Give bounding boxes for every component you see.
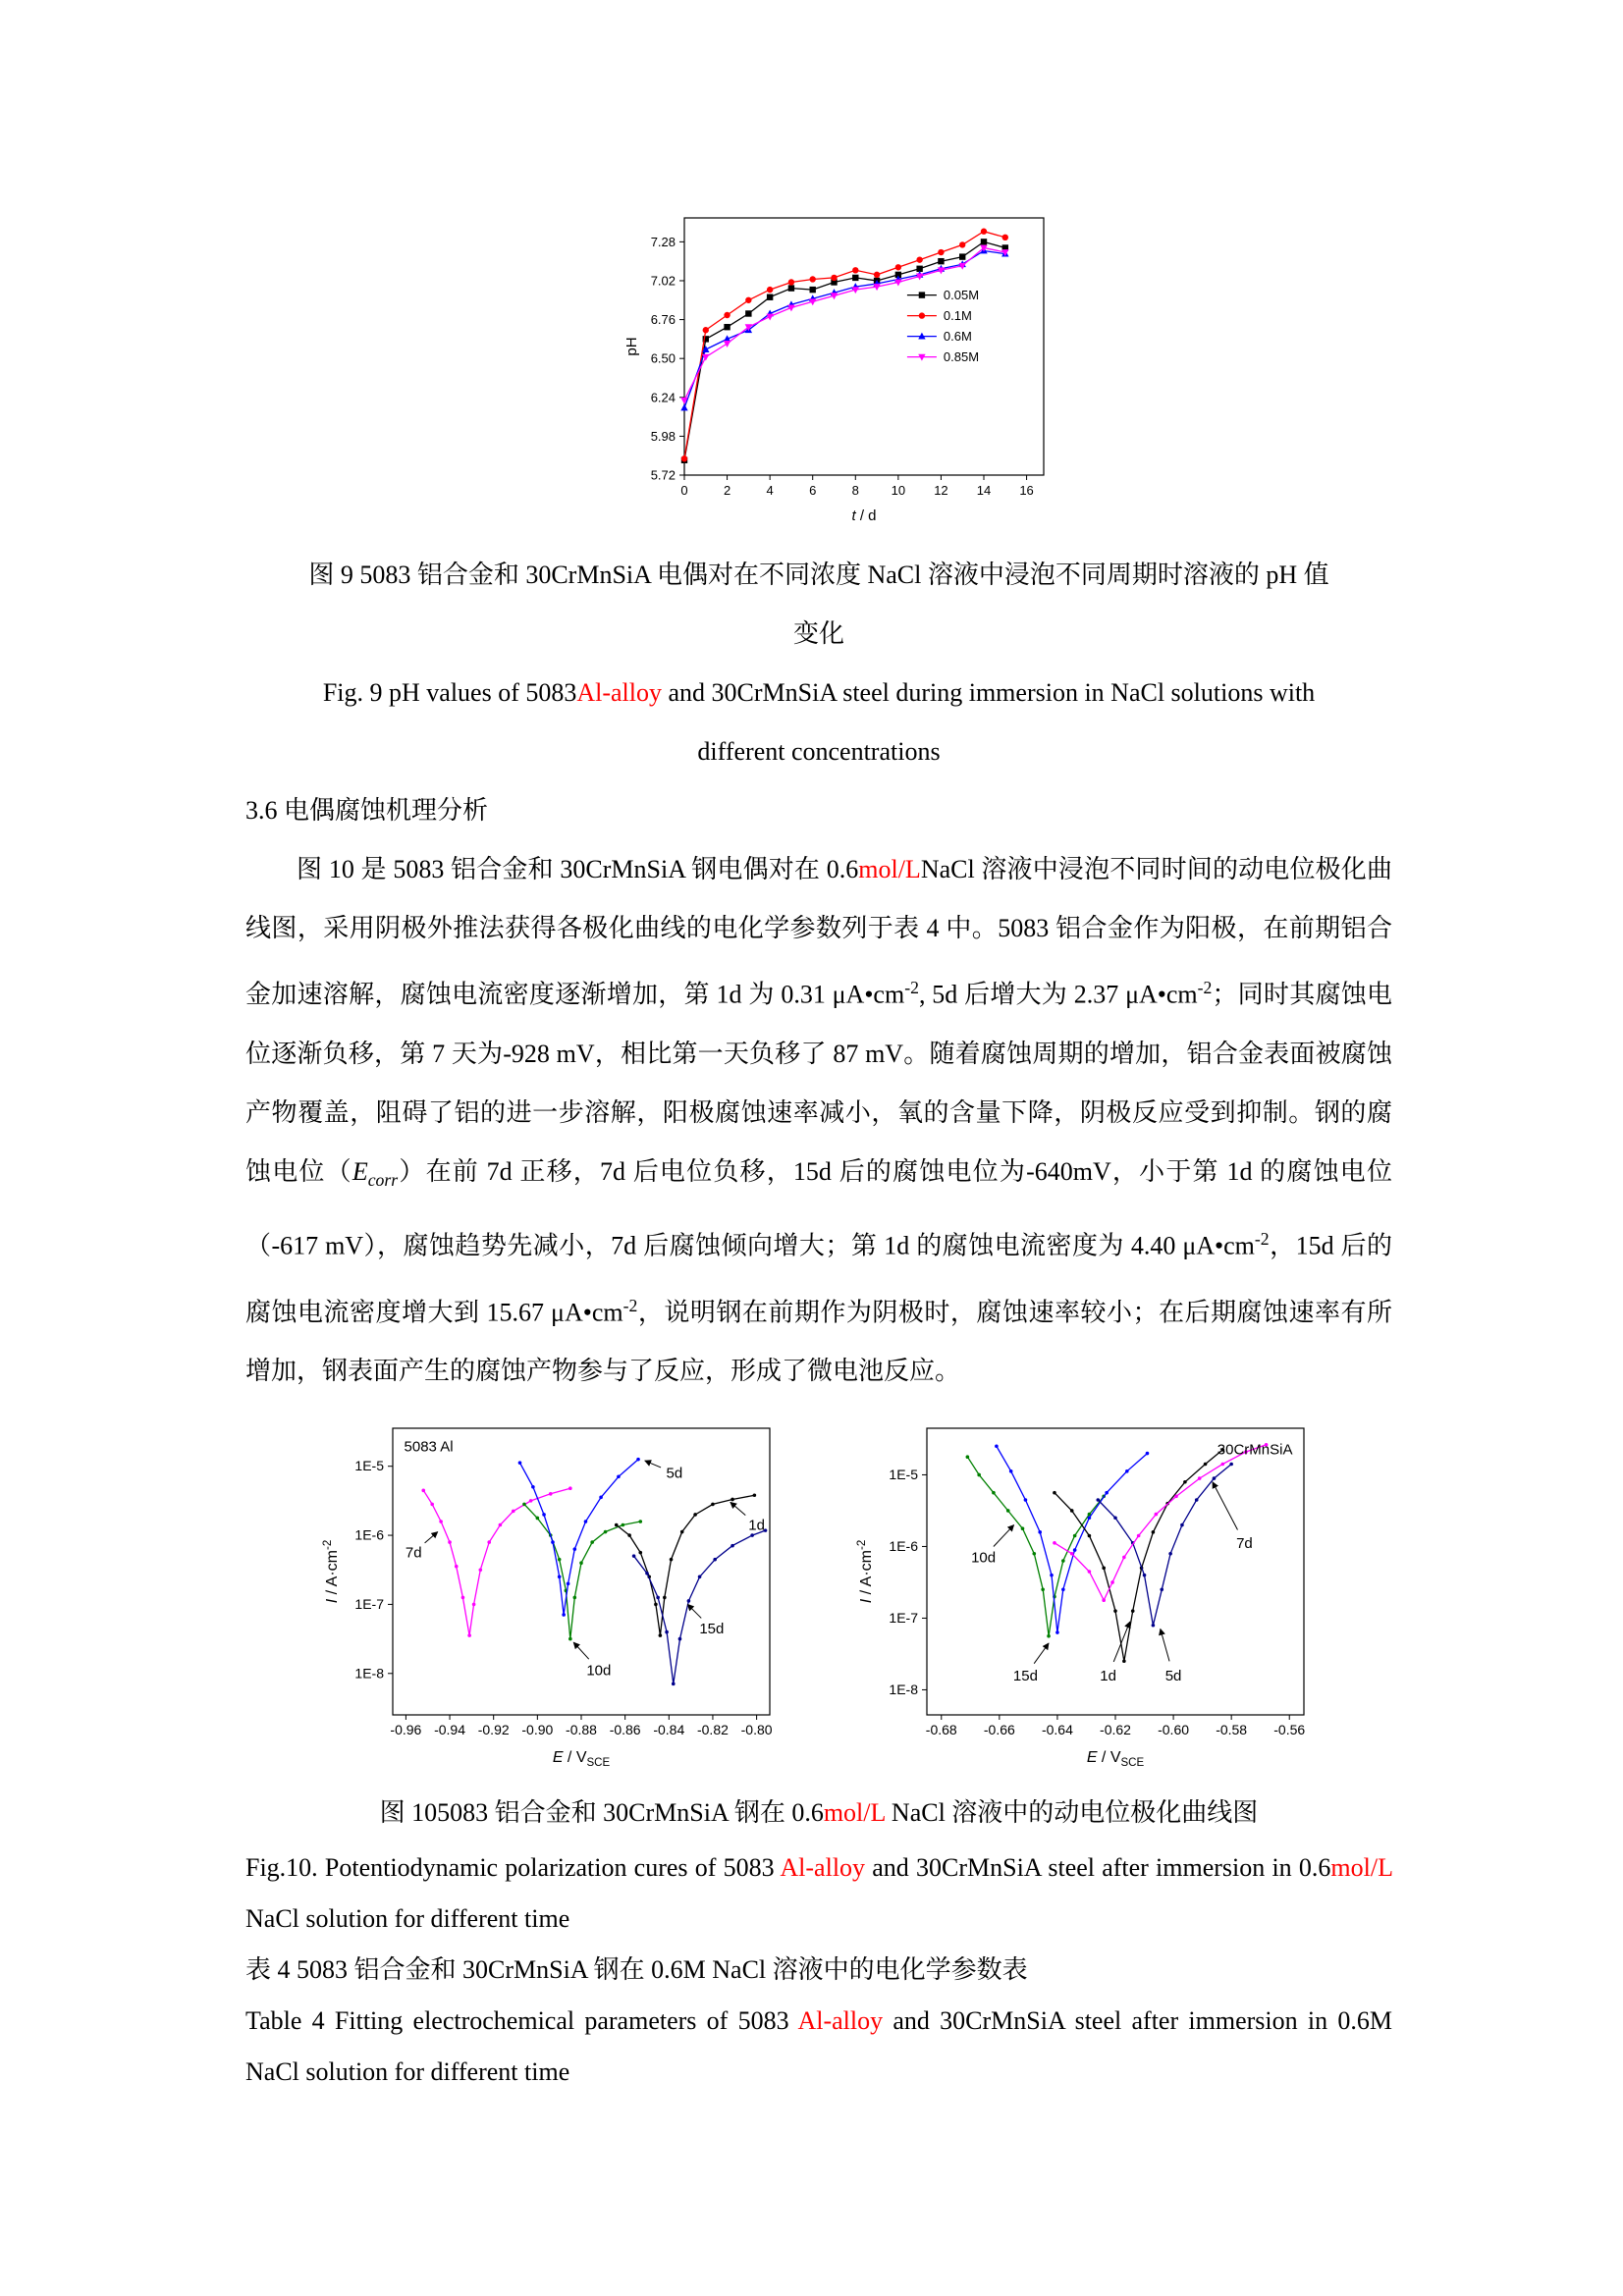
fig10-caption-en: Fig.10. Potentiodynamic polarization cures of 5083 Al-alloy and 30CrMnSiA steel after immersion in 0.6mol/L NaCl solution for different time	[245, 1853, 1392, 1934]
svg-text:7.02: 7.02	[650, 273, 676, 289]
svg-text:1E-5: 1E-5	[354, 1458, 384, 1474]
svg-text:-0.68: -0.68	[925, 1722, 957, 1738]
svg-text:1d: 1d	[1100, 1668, 1116, 1685]
svg-text:-0.58: -0.58	[1216, 1722, 1248, 1738]
svg-text:10d: 10d	[971, 1549, 997, 1567]
fig10-figure	[245, 1416, 1392, 1774]
svg-text:0.6M: 0.6M	[943, 329, 972, 345]
svg-text:7d: 7d	[1236, 1534, 1253, 1552]
svg-text:10: 10	[891, 483, 906, 498]
svg-text:1E-7: 1E-7	[889, 1610, 918, 1627]
svg-text:5d: 5d	[1164, 1668, 1182, 1685]
svg-text:0.1M: 0.1M	[943, 308, 972, 324]
svg-text:-0.64: -0.64	[1041, 1722, 1073, 1738]
svg-text:-0.62: -0.62	[1100, 1722, 1131, 1738]
svg-text:6.76: 6.76	[650, 312, 676, 328]
svg-text:14: 14	[976, 483, 992, 498]
fig9-caption-en-line1: Fig. 9 pH values of 5083Al-alloy and 30CrMnSiA steel during immersion in NaCl solutions with	[322, 678, 1316, 707]
table4-caption-cn: 表 4 5083 铝合金和 30CrMnSiA 钢在 0.6M NaCl 溶液中的电化学参数表	[245, 1955, 1028, 1985]
polarization-chart-al	[320, 1416, 784, 1774]
svg-text:-0.80: -0.80	[740, 1722, 773, 1738]
svg-text:1E-6: 1E-6	[889, 1538, 918, 1555]
svg-text:1E-5: 1E-5	[889, 1467, 918, 1483]
fig9-caption-en-line2: different concentrations	[697, 737, 941, 766]
svg-text:7d: 7d	[405, 1544, 422, 1562]
polarization-chart-steel	[854, 1416, 1318, 1774]
svg-text:-0.90: -0.90	[521, 1722, 554, 1738]
svg-text:10d: 10d	[586, 1662, 612, 1680]
svg-text:pH: pH	[623, 337, 640, 356]
svg-text:-0.96: -0.96	[390, 1722, 422, 1738]
svg-text:5d: 5d	[666, 1465, 683, 1482]
svg-text:0.05M: 0.05M	[943, 288, 980, 303]
svg-text:-0.82: -0.82	[696, 1722, 729, 1738]
svg-text:-0.92: -0.92	[477, 1722, 510, 1738]
ph-vs-time-chart	[620, 204, 1063, 532]
svg-text:0.85M: 0.85M	[943, 349, 980, 365]
svg-text:8: 8	[851, 483, 859, 498]
svg-text:0: 0	[680, 483, 688, 498]
svg-text:15d: 15d	[699, 1621, 725, 1638]
svg-text:12: 12	[934, 483, 948, 498]
svg-text:6.24: 6.24	[650, 390, 676, 405]
svg-text:t / d: t / d	[851, 507, 877, 524]
svg-text:5.72: 5.72	[650, 467, 676, 483]
svg-text:-0.84: -0.84	[653, 1722, 685, 1738]
svg-text:1E-8: 1E-8	[889, 1682, 918, 1698]
svg-text:15d: 15d	[1012, 1668, 1038, 1685]
svg-text:1d: 1d	[748, 1517, 765, 1534]
svg-text:-0.56: -0.56	[1273, 1722, 1306, 1738]
section-heading: 3.6 电偶腐蚀机理分析	[245, 796, 489, 825]
svg-text:-0.60: -0.60	[1158, 1722, 1190, 1738]
svg-text:-0.94: -0.94	[434, 1722, 466, 1738]
svg-text:5083 Al: 5083 Al	[404, 1438, 454, 1456]
svg-text:30CrMnSiA: 30CrMnSiA	[1217, 1441, 1293, 1459]
fig9-caption-cn-line1: 图 9 5083 铝合金和 30CrMnSiA 电偶对在不同浓度 NaCl 溶液中浸泡不同周期时溶液的 pH 值	[308, 561, 1329, 589]
svg-text:1E-8: 1E-8	[354, 1665, 384, 1682]
svg-text:5.98: 5.98	[650, 428, 676, 444]
svg-text:2: 2	[723, 483, 731, 498]
svg-text:1E-7: 1E-7	[354, 1596, 384, 1613]
svg-text:E / VSCE: E / $V_{SCE}$	[1086, 1749, 1145, 1770]
svg-text:-0.88: -0.88	[566, 1722, 597, 1738]
table4-caption-en: Table 4 Fitting electrochemical parameters of 5083 Al-alloy and 30CrMnSiA steel after immersion in 0.6M NaCl solution for different time	[245, 2006, 1392, 2087]
svg-text:-0.86: -0.86	[609, 1722, 641, 1738]
svg-text:1E-6: 1E-6	[354, 1526, 384, 1543]
svg-text:6.50: 6.50	[650, 350, 676, 366]
svg-text:-0.66: -0.66	[983, 1722, 1015, 1738]
svg-text:I / A·cm-2: $I / A\cdot cm^{-2}$	[855, 1539, 875, 1604]
fig9-figure	[291, 204, 1392, 532]
svg-text:I / A·cm-2: $I / A\cdot cm^{-2}$	[321, 1539, 341, 1604]
fig9-caption-cn-line2: 变化	[792, 619, 844, 648]
svg-text:E / VSCE: E / $V_{SCE}$	[552, 1749, 611, 1770]
mechanism-paragraph: 图 10 是 5083 铝合金和 30CrMnSiA 钢电偶对在 0.6mol/LNaCl 溶液中浸泡不同时间的动电位极化曲线图，采用阴极外推法获得各极化曲线的电化学参数列于表 4 中。5083 铝合金作为阳极，在前期铝合金加速溶解，腐蚀电流密度逐渐增加，第 1d 为 0.31 $\mu A•cm^{-2}$, 5d 后增大为 2.37 $\mu A•cm^{-2}$；同时其腐蚀电位逐渐负移，第 7 天为-928 mV，相比第一天负移了 87 mV。随着腐蚀周期的增加，铝合金表面被腐蚀产物覆盖，阻碍了铝的进一步溶解，阳极腐蚀速率减小，氧的含量下降，阴极反应受到抑制。钢的腐蚀电位$(E_{corr})$在前 7d 正移，7d 后电位负移，15d 后的腐蚀电位为-640mV，小于第 1d 的腐蚀电位（-617 mV），腐蚀趋势先减小，7d 后腐蚀倾向增大；第 1d 的腐蚀电流密度为 4.40 $\mu A•cm^{-2}$，15d 后的腐蚀电流密度增大到 15.67 $\mu A•cm^{-2}$，说明钢在前期作为阴极时，腐蚀速率较小；在后期腐蚀速率有所增加，钢表面产生的腐蚀产物参与了反应，形成了微电池反应。	[245, 855, 1392, 1386]
svg-text:7.28: 7.28	[650, 234, 676, 249]
svg-text:6: 6	[809, 483, 817, 498]
svg-text:4: 4	[766, 483, 774, 498]
svg-text:16: 16	[1019, 483, 1034, 498]
fig10-caption-cn: 图 105083 铝合金和 30CrMnSiA 钢在 0.6mol/L NaCl 溶液中的动电位极化曲线图	[379, 1798, 1259, 1828]
